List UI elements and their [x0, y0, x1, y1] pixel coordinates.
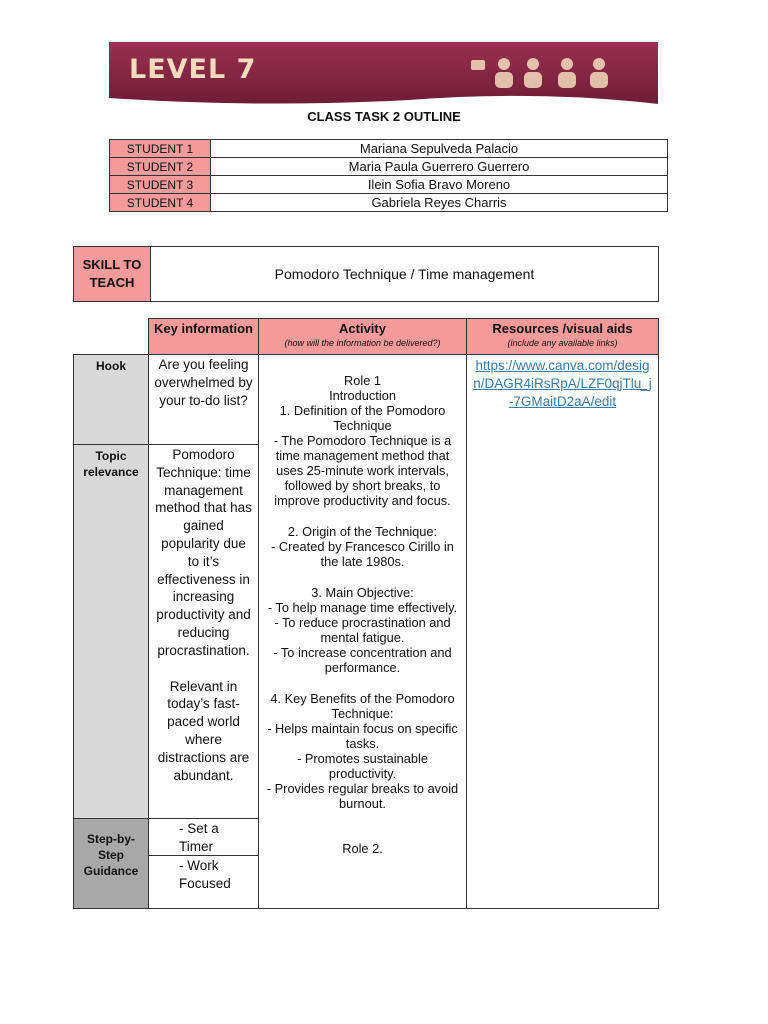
- table-row: [110, 176, 668, 194]
- activity-cell: [258, 354, 467, 909]
- row-label-hook: Hook: [73, 354, 149, 445]
- document-title: CLASS TASK 2 OUTLINE: [307, 109, 461, 124]
- step-work-focused: - Work Focused: [148, 855, 259, 909]
- student-label: STUDENT 3: [110, 176, 211, 194]
- header-activity-subtitle: (how will the information be delivered?): [284, 338, 441, 348]
- table-row: [110, 194, 668, 212]
- key-topic-text: Pomodoro Technique: time management method that has gained popularity due to it’s effectiveness in increasing productivity and reducing procrastination.: [155, 447, 252, 658]
- header-activity: Activity (how will the information be delivered?): [258, 318, 467, 355]
- activity-role-2: Role 2.: [342, 841, 383, 856]
- activity-introduction: Role 1 Introduction 1. Definition of the Pomodoro Technique - The Pomodoro Technique is a time management method that uses 25-minute work intervals, followed by short breaks, to improve productivity and focus.: [273, 373, 452, 508]
- canva-link[interactable]: https://www.canva.com/design/DAGR4iRsRpA/LZF0qjTlu_j-7GMaitD2aA/edit: [473, 358, 652, 409]
- skill-value: Pomodoro Technique / Time management: [151, 247, 659, 302]
- students-table: [109, 139, 668, 212]
- header-resources: Resources /visual aids (include any available links): [466, 318, 659, 355]
- student-label: STUDENT 2: [110, 158, 211, 176]
- student-name: Mariana Sepulveda Palacio: [211, 140, 668, 158]
- table-row: [110, 158, 668, 176]
- student-label: STUDENT 4: [110, 194, 211, 212]
- key-topic-relevance: [148, 444, 259, 819]
- activity-objective: 3. Main Objective: - To help manage time effectively. - To reduce procrastination and mental fatigue. - To increase concentration and performance.: [267, 585, 458, 675]
- step-set-timer: - Set a Timer: [148, 818, 259, 856]
- activity-origin: 2. Origin of the Technique: - Created by Francesco Cirillo in the late 1980s.: [271, 524, 454, 569]
- skill-label: SKILL TO TEACH: [74, 247, 151, 302]
- skill-table: [73, 246, 659, 302]
- activity-benefits: 4. Key Benefits of the Pomodoro Technique: - Helps maintain focus on specific tasks. - Promotes sustainable productivity. - Provides regular breaks to avoid burnout.: [266, 691, 459, 811]
- student-name: Maria Paula Guerrero Guerrero: [211, 158, 668, 176]
- header-key-information: Key information: [148, 318, 259, 355]
- header-resources-subtitle: (include any available links): [507, 338, 618, 348]
- student-name: Ilein Sofia Bravo Moreno: [211, 176, 668, 194]
- resources-cell: [466, 354, 659, 909]
- banner-title: LEVEL 7: [129, 54, 257, 85]
- student-label: STUDENT 1: [110, 140, 211, 158]
- level-banner: [109, 42, 658, 104]
- student-name: Gabriela Reyes Charris: [211, 194, 668, 212]
- table-row: [110, 140, 668, 158]
- row-label-step-by-step: Step-by-Step Guidance: [73, 818, 149, 909]
- key-topic-relevance-text: Relevant in today’s fast-paced world where distractions are abundant.: [157, 678, 250, 783]
- row-label-topic-relevance: Topic relevance: [73, 444, 149, 819]
- key-hook: Are you feeling overwhelmed by your to-do list?: [148, 354, 259, 445]
